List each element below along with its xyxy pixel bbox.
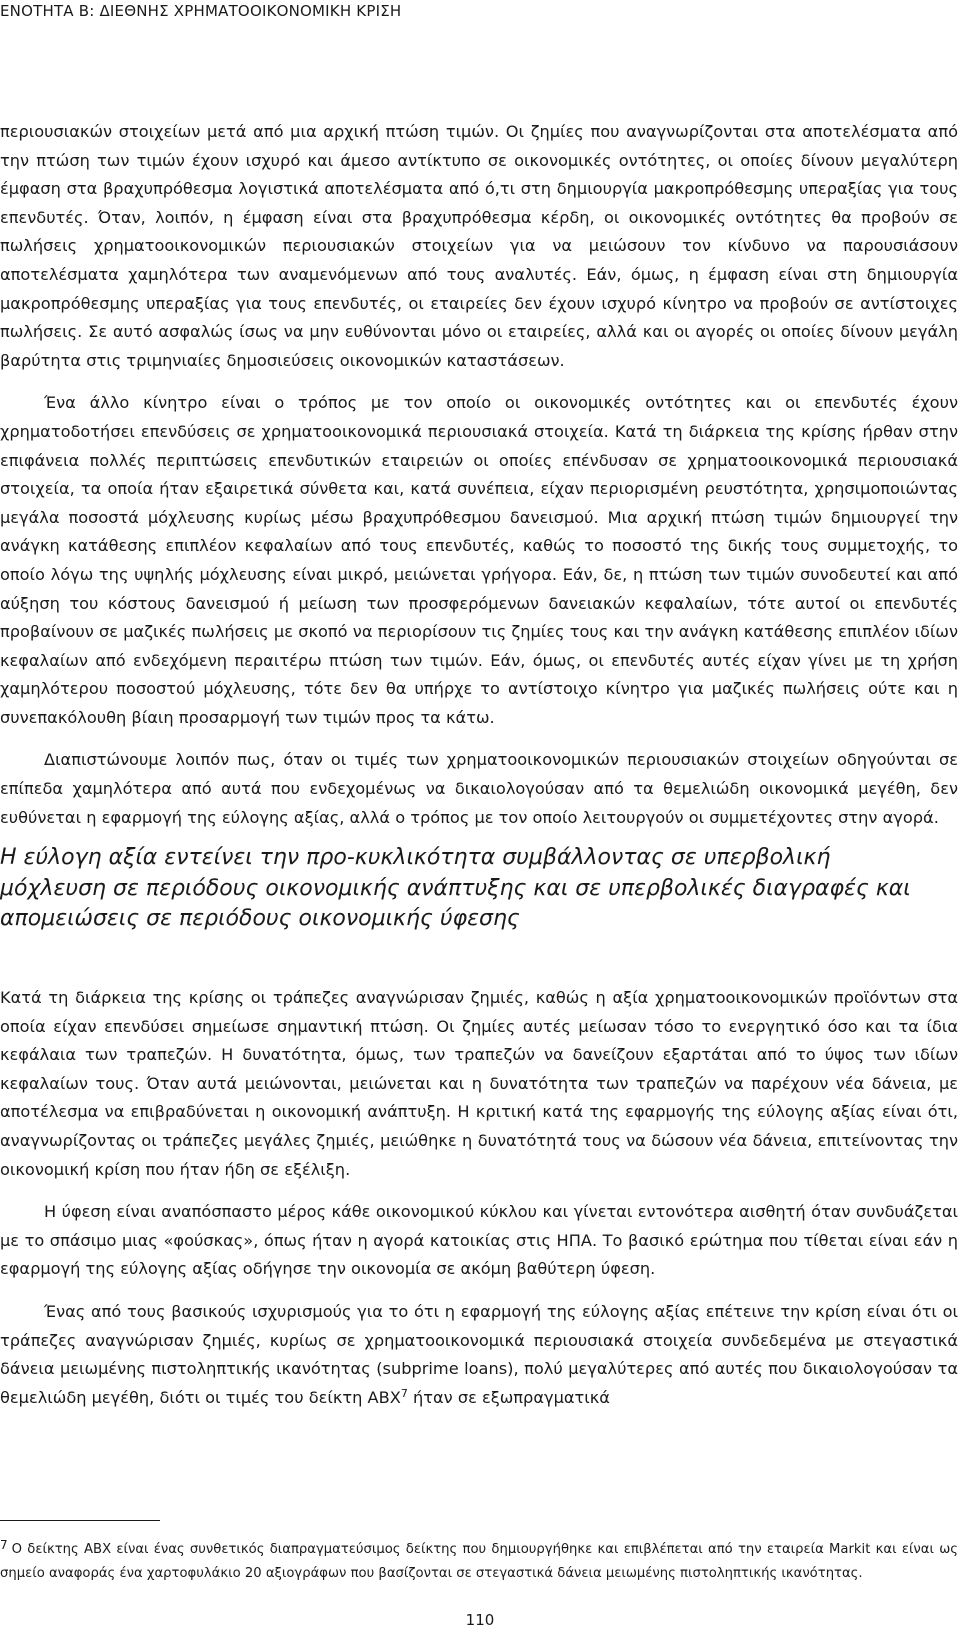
- paragraph-motive: Ένα άλλο κίνητρο είναι ο τρόπος με τον οποίο οι οικονομικές οντότητες και οι επενδυτές έχουν χρηματοδοτήσει επενδύσεις σε χρηματοοικονομικά περιουσιακά στοιχεία. Κατά τη διάρκεια της κρίσης ήρθαν στην επιφάνεια πολλές περιπτώσεις επενδυτικών εταιρειών οι οποίες επένδυσαν σε χρηματοοικονομικά περιουσιακά στοιχεία, τα οποία ήταν εξαιρετικά σύνθετα και, κατά συνέπεια, είχαν περιορισμένη ρευστότητα, χρησιμοποιώντας μεγάλα ποσοστά μόχλευσης κυρίως μέσω βραχυπρόθεσμου δανεισμού. Μια αρχική πτώση τιμών δημιουργεί την ανάγκη κατάθεσης επιπλέον κεφαλαίων από τους επενδυτές, καθώς το ποσοστό της δικής τους συμμετοχής, το οποίο λόγω της υψηλής μόχλευσης είναι μικρό, μειώνεται γρήγορα. Εάν, δε, η πτώση των τιμών συνοδευτεί και από αύξηση του κόστους δανεισμού ή μείωση των προσφερόμενων δανειακών κεφαλαίων, τότε αυτοί οι επενδυτές προβαίνουν σε μαζικές πωλήσεις με σκοπό να περιορίσουν τις ζημίες τους και την ανάγκη κατάθεσης επιπλέον ιδίων κεφαλαίων από ενδεχόμενη περαιτέρω πτώση των τιμών. Εάν, όμως, οι επενδυτές αυτές είχαν γίνει με τη χρήση χαμηλότερου ποσοστού μόχλευσης, τότε δεν θα υπήρχε το αντίστοιχο κίνητρο για μαζικές πωλήσεις ούτε και η συνεπακόλουθη βίαιη προσαρμογή των τιμών προς τα κάτω.: [0, 393, 958, 727]
- footnote-text: Ο δείκτης ABX είναι ένας συνθετικός διαπραγματεύσιμος δείκτης που δημιουργήθηκε και επιβλέπεται από την εταιρεία Markit και είναι ως σημείο αναφοράς ένα χαρτοφυλάκιο 20 αξιογράφων που βασίζονται σε στεγαστικά δάνεια μειωμένης πιστοληπτικής ικανότητας.: [0, 1542, 958, 1581]
- paragraph-recession: Η ύφεση είναι αναπόσπαστο μέρος κάθε οικονομικού κύκλου και γίνεται εντονότερα αισθητή όταν συνδυάζεται με το σπάσιμο μιας «φούσκας», όπως ήταν η αγορά κατοικίας στις ΗΠΑ. Το βασικό ερώτημα που τίθεται είναι εάν η εφαρμογή της εύλογης αξίας οδήγησε την οικονομία σε ακόμη βαθύτερη ύφεση.: [0, 1202, 958, 1279]
- paragraph-abx-end: ήταν σε εξωπραγματικά: [407, 1387, 610, 1407]
- paragraph-abx-claim: [0, 1298, 958, 1412]
- paragraph-continued: περιουσιακών στοιχείων μετά από μια αρχική πτώση τιμών. Οι ζημίες που αναγνωρίζονται στα αποτελέσματα από την πτώση των τιμών έχουν ισχυρό και άμεσο αντίκτυπο σε οικονομικές οντότητες, οι οποίες δίνουν μεγαλύτερη έμφαση στα βραχυπρόθεσμα λογιστικά αποτελέσματα από ό,τι στη δημιουργία μακροπρόθεσμης υπεραξίας για τους επενδυτές. Όταν, λοιπόν, η έμφαση είναι στα βραχυπρόθεσμα κέρδη, οι οικονομικές οντότητες θα προβούν σε πωλήσεις χρηματοοικονομικών περιουσιακών στοιχείων για να μειώσουν τον κίνδυνο να παρουσιάσουν αποτελέσματα χαμηλότερα των αναμενόμενων από τους αναλυτές. Εάν, όμως, η έμφαση είναι στη δημιουργία μακροπρόθεσμης υπεραξίας για τους επενδυτές, οι εταιρείες δεν έχουν ισχυρό κίνητρο να προβούν σε αντίστοιχες πωλήσεις. Σε αυτό ασφαλώς ίσως να μην ευθύνονται μόνο οι εταιρείες, αλλά και οι αγορές οι οποίες δίνουν μεγάλη βαρύτητα στις τριμηνιαίες δημοσιεύσεις οικονομικών καταστάσεων.: [0, 122, 958, 370]
- running-header: ΕΝΟΤΗΤΑ Β: ΔΙΕΘΝΗΣ ΧΡΗΜΑΤΟΟΙΚΟΝΟΜΙΚΗ ΚΡΙΣΗ: [0, 2, 402, 20]
- section-heading: Η εύλογη αξία εντείνει την προ-κυκλικότητα συμβάλλοντας σε υπερβολική μόχλευση σε περιόδους οικονομικής ανάπτυξης και σε υπερβολικές διαγραφές και απομειώσεις σε περιόδους οικονομικής ύφεσης: [0, 845, 911, 931]
- page-number: 110: [465, 1611, 495, 1629]
- body-text-part-2: [0, 984, 958, 1426]
- footnote: [0, 1534, 958, 1585]
- paragraph-abx-text: Ένας από τους βασικούς ισχυρισμούς για το ότι η εφαρμογή της εύλογης αξίας επέτεινε την κρίση είναι ότι οι τράπεζες αναγνώρισαν ζημιές, κυρίως σε χρηματοοικονομικά περιουσιακά στοιχεία συνδεδεμένα με στεγαστικά δάνεια μειωμένης πιστοληπτικής ικανότητας (subprime loans), πολύ μεγαλύτερες από αυτές που δικαιολογούσαν τα θεμελιώδη μεγέθη, διότι οι τιμές του δείκτη ABX: [0, 1301, 958, 1407]
- footnote-divider: [0, 1520, 160, 1521]
- footnote-reference: 7: [400, 1386, 408, 1400]
- paragraph-banks-losses: Κατά τη διάρκεια της κρίσης οι τράπεζες αναγνώρισαν ζημιές, καθώς η αξία χρηματοοικονομικών προϊόντων στα οποία είχαν επενδύσει σημείωσε σημαντική πτώση. Οι ζημίες αυτές μείωσαν τόσο το ενεργητικό όσο και τα ίδια κεφάλαια των τραπεζών. Η δυνατότητα, όμως, των τραπεζών να δανείζουν εξαρτάται από το ύψος των ιδίων κεφαλαίων τους. Όταν αυτά μειώνονται, μειώνεται και η δυνατότητα των τραπεζών να παρέχουν νέα δάνεια, με αποτέλεσμα να επιβραδύνεται η οικονομική ανάπτυξη. Η κριτική κατά της εφαρμογής της εύλογης αξίας είναι ότι, αναγνωρίζοντας οι τράπεζες μεγάλες ζημιές, μειώθηκε η δυνατότητά τους να δώσουν νέα δάνεια, επιτείνοντας την οικονομική κρίση που ήταν ήδη σε εξέλιξη.: [0, 988, 958, 1179]
- body-text-part-1: [0, 118, 958, 846]
- footnote-number: 7: [0, 1538, 8, 1552]
- paragraph-conclusion: Διαπιστώνουμε λοιπόν πως, όταν οι τιμές των χρηματοοικονομικών περιουσιακών στοιχείων οδηγούνται σε επίπεδα χαμηλότερα από αυτά που ενδεχομένως να δικαιολογούσαν από τα θεμελιώδη οικονομικά μεγέθη, δεν ευθύνεται η εφαρμογή της εύλογης αξίας, αλλά ο τρόπος με τον οποίο λειτουργούν οι συμμετέχοντες στην αγορά.: [0, 750, 958, 827]
